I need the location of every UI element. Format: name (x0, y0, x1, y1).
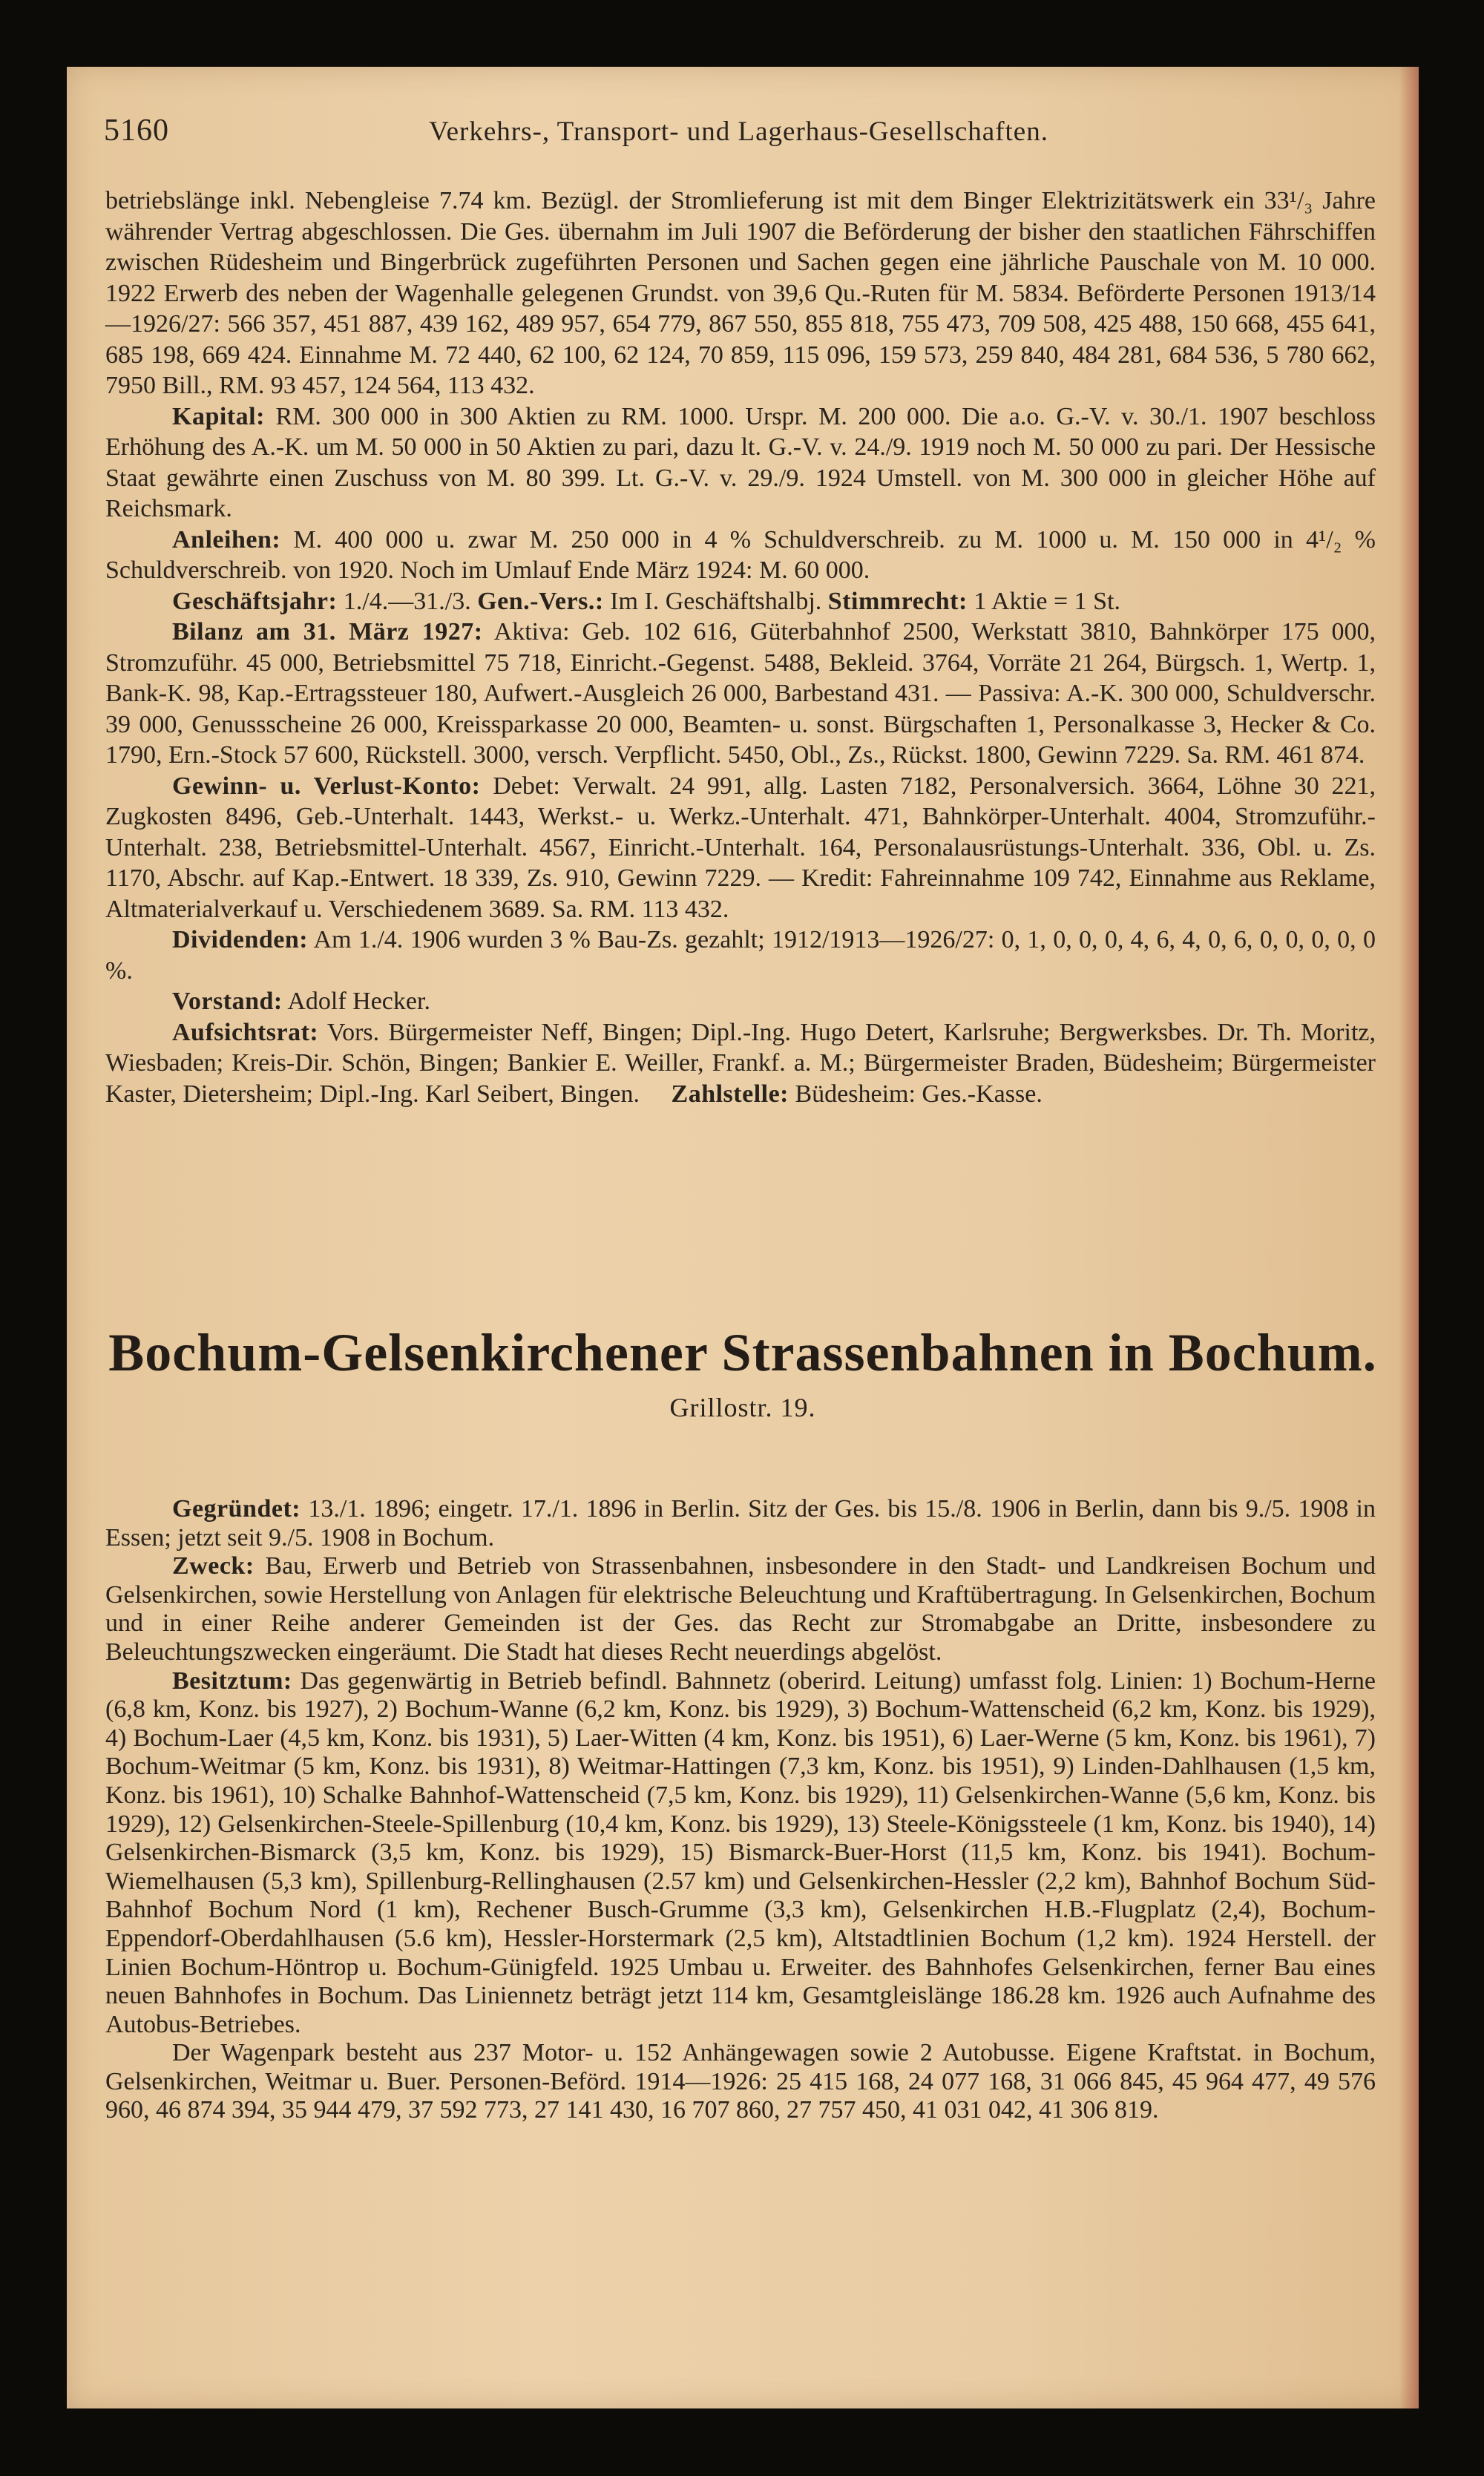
aufsichtsrat-paragraph (105, 1017, 1376, 1110)
intro-paragraph: betriebslänge inkl. Nebengleise 7.74 km. Bezügl. der Stromlieferung ist mit dem Binger Elektrizitätswerk ein 33¹/₃ Jahre währender Vertrag abgeschlossen. Die Ges. übernahm im Juli 1907 die Beförderung der bisher den staatlichen Fährschiffen zwischen Rüdesheim und Bingerbrück zugeführten Personen und Sachen gegen eine jährliche Pauschale von M. 10 000. 1922 Erwerb des neben der Wagenhalle gelegenen Grundst. von 39,6 Qu.-Ruten für M. 5834. Beförderte Personen 1913/14—1926/27: 566 357, 451 887, 439 162, 489 957, 654 779, 867 550, 855 818, 755 473, 709 508, 425 488, 150 668, 455 641, 685 198, 669 424. Einnahme M. 72 440, 62 100, 62 124, 70 859, 115 096, 159 573, 259 840, 484 281, 684 536, 5 780 662, 7950 Bill., RM. 93 457, 124 564, 113 432. (105, 187, 1376, 399)
aufsichtsrat-label: Aufsichtsrat: (172, 1018, 319, 1046)
aufsichtsrat-text: Vors. Bürgermeister Neff, Bingen; Dipl.-Ing. Hugo Detert, Karlsruhe; Bergwerksbes. Dr. Th. Moritz, Wiesbaden; Kreis-Dir. Schön, Bingen; Bankier E. Weiller, Frankf. a. M.; Bürgermeister Braden, Büdesheim; Bürgermeister Kaster, Dietersheim; Dipl.-Ing. Karl Seibert, Bingen. (105, 1018, 1376, 1108)
vorstand-paragraph (105, 986, 1376, 1017)
zweck-label: Zweck: (172, 1552, 255, 1580)
besitztum-text: Das gegenwärtig in Betrieb befindl. Bahnnetz (oberird. Leitung) umfasst folg. Linien: 1) Bochum-Herne (6,8 km, Konz. bis 1927), 2) Bochum-Wanne (6,2 km, Konz. bis 1929), 3) Bochum-Wattenscheid (6,2 km, Konz. bis 1929), 4) Bochum-Laer (4,5 km, Konz. bis 1931), 5) Laer-Witten (4 km, Konz. bis 1951), 6) Laer-Werne (5 km, Konz. bis 1961), 7) Bochum-Weitmar (5 km, Konz. bis 1931), 8) Weitmar-Hattingen (7,3 km, Konz. bis 1951), 9) Linden-Dahlhausen (1,5 km, Konz. bis 1961), 10) Schalke Bahnhof-Wattenscheid (7,5 km, Konz. bis 1929), 11) Gelsenkirchen-Wanne (5,6 km, Konz. bis 1929), 12) Gelsenkirchen-Steele-Spillenburg (10,4 km, Konz. bis 1929), 13) Steele-Königssteele (1 km, Konz. bis 1940), 14) Gelsenkirchen-Bismarck (3,5 km, Konz. bis 1929), 15) Bismarck-Buer-Horst (11,5 km, Konz. bis 1941). Bochum-Wiemelhausen (5,3 km), Spillenburg-Rellinghausen (2.57 km) und Gelsenkirchen-Hessler (2,2 km), Bahnhof Bochum Süd-Bahnhof Bochum Nord (1 km), Rechener Busch-Grumme (3,3 km), Gelsenkirchen H.B.-Flugplatz (2,4), Bochum-Eppendorf-Oberdahlhausen (5.6 km), Hessler-Horstermark (2,5 km), Altstadtlinien Bochum (1,2 km). 1924 Herstell. der Linien Bochum-Höntrop u. Bochum-Günigfeld. 1925 Umbau u. Erweiter. des Bahnhofes Gelsenkirchen, ferner Bau eines neuen Bahnhofes in Bochum. Das Liniennetz beträgt jetzt 114 km, Gesamtgleislänge 186.28 km. 1926 auch Aufnahme des Autobus-Betriebes. (105, 1666, 1376, 2038)
geschaeftsjahr-label: Geschäftsjahr: (172, 587, 338, 615)
running-title: Verkehrs-, Transport- und Lagerhaus-Gesellschaften. (429, 116, 1048, 147)
gegruendet-label: Gegründet: (172, 1495, 301, 1523)
gegruendet-paragraph (105, 1495, 1376, 1552)
besitztum-paragraph (105, 1667, 1376, 2040)
geschaeftsjahr-paragraph (105, 586, 1376, 617)
gen-vers-text: Im I. Geschäftshalbj. (610, 587, 822, 615)
stimmrecht-label: Stimmrecht: (827, 587, 968, 615)
guv-label: Gewinn- u. Verlust-Konto: (172, 772, 481, 800)
anleihen-text: M. 400 000 u. zwar M. 250 000 in 4 % Schuldverschreib. zu M. 1000 u. M. 150 000 in 4¹/₂ % Schuldverschreib. von 1920. Noch im Umlauf Ende März 1924: M. 60 000. (105, 525, 1376, 584)
guv-text: Debet: Verwalt. 24 991, allg. Lasten 7182, Personalversich. 3664, Löhne 30 221, Zugkosten 8496, Geb.-Unterhalt. 1443, Werkst.- u. Werkz.-Unterhalt. 471, Bahnkörper-Unterhalt. 4004, Stromzuführ.-Unterhalt. 238, Betriebsmittel-Unterhalt. 4567, Einricht.-Unterhalt. 164, Personalausrüstungs-Unterhalt. 336, Obl. u. Zs. 1170, Abschr. auf Kap.-Entwert. 18 339, Zs. 910, Gewinn 7229. — Kredit: Fahreinnahme 109 742, Einnahme aus Reklame, Altmaterialverkauf u. Verschiedenem 3689. Sa. RM. 113 432. (105, 772, 1376, 923)
kapital-label: Kapital: (172, 402, 265, 430)
vorstand-label: Vorstand: (172, 988, 283, 1015)
dividenden-label: Dividenden: (172, 926, 309, 953)
zweck-paragraph (105, 1552, 1376, 1666)
gen-vers-label: Gen.-Vers.: (477, 587, 604, 615)
document-page (67, 67, 1419, 2408)
guv-paragraph (105, 771, 1376, 925)
previous-company-section (105, 185, 1376, 1109)
zahlstelle-label: Zahlstelle: (671, 1080, 789, 1108)
company-address: Grillostr. 19. (669, 1393, 816, 1422)
besitztum-label: Besitztum: (172, 1666, 292, 1695)
zweck-text: Bau, Erwerb und Betrieb von Strassenbahnen, insbesondere in den Stadt- und Landkreisen Bochum und Gelsenkirchen, sowie Herstellung von Anlagen für elektrische Beleuchtung und Kraftübertragung. In Gelsenkirchen, Bochum und in einer Reihe anderer Gemeinden ist der Ges. das Recht zur Stromabgabe an Dritte, insbesondere zu Beleuchtungszwecken eingeräumt. Die Stadt hat dieses Recht neuerdings abgelöst. (105, 1552, 1376, 1666)
company-section (105, 1495, 1376, 2125)
zahlstelle-text: Büdesheim: Ges.-Kasse. (795, 1080, 1043, 1108)
company-title: Bochum-Gelsenkirchener Strassenbahnen in Bochum. (108, 1323, 1377, 1382)
geschaeftsjahr-text: 1./4.—31./3. (343, 587, 471, 615)
stimmrecht-text: 1 Aktie = 1 St. (974, 587, 1121, 615)
kapital-text: RM. 300 000 in 300 Aktien zu RM. 1000. Urspr. M. 200 000. Die a.o. G.-V. v. 30./1. 1907 beschloss Erhöhung des A.-K. um M. 50 000 in 50 Aktien zu pari, dazu lt. G.-V. v. 24./9. 1919 noch M. 50 000 zu pari. Der Hessische Staat gewährte einen Zuschuss von M. 80 399. Lt. G.-V. v. 29./9. 1924 Umstell. von M. 300 000 in gleicher Höhe auf Reichsmark. (105, 402, 1376, 522)
anleihen-paragraph (105, 525, 1376, 586)
dividenden-paragraph (105, 925, 1376, 986)
kapital-paragraph (105, 401, 1376, 525)
bilanz-paragraph (105, 617, 1376, 771)
wagenpark-paragraph: Der Wagenpark besteht aus 237 Motor- u. 152 Anhängewagen sowie 2 Autobusse. Eigene Kraftstat. in Bochum, Gelsenkirchen, Weitmar u. Buer. Personen-Beförd. 1914—1926: 25 415 168, 24 077 168, 31 066 845, 45 964 477, 49 576 960, 46 874 394, 35 944 479, 37 592 773, 27 141 430, 16 707 860, 27 757 450, 41 031 042, 41 306 819. (105, 2039, 1376, 2124)
bilanz-text: Aktiva: Geb. 102 616, Güterbahnhof 2500, Werkstatt 3810, Bahnkörper 175 000, Stromzuführ. 45 000, Betriebsmittel 75 718, Einricht.-Gegenst. 5488, Bekleid. 3764, Vorräte 21 264, Bürgsch. 1, Wertp. 1, Bank-K. 98, Kap.-Ertragssteuer 180, Aufwert.-Ausgleich 26 000, Barbestand 431. — Passiva: A.-K. 300 000, Schuldverschr. 39 000, Genussscheine 26 000, Kreissparkasse 20 000, Beamten- u. sonst. Bürgschaften 1, Personalkasse 3, Hecker & Co. 1790, Ern.-Stock 57 600, Rückstell. 3000, versch. Verpflicht. 5450, Obl., Zs., Rückst. 1800, Gewinn 7229. Sa. RM. 461 874. (105, 618, 1376, 769)
vorstand-text: Adolf Hecker. (287, 988, 430, 1015)
anleihen-label: Anleihen: (172, 525, 281, 554)
dividenden-text: Am 1./4. 1906 wurden 3 % Bau-Zs. gezahlt; 1912/1913—1926/27: 0, 1, 0, 0, 0, 4, 6, 4, 0, 6, 0, 0, 0, 0, 0 %. (105, 926, 1376, 985)
bilanz-label: Bilanz am 31. März 1927: (172, 618, 483, 646)
page-number: 5160 (104, 114, 169, 148)
gegruendet-text: 13./1. 1896; eingetr. 17./1. 1896 in Berlin. Sitz der Ges. bis 15./8. 1906 in Berlin, dann bis 9./5. 1908 in Essen; jetzt seit 9./5. 1908 in Bochum. (105, 1495, 1376, 1551)
